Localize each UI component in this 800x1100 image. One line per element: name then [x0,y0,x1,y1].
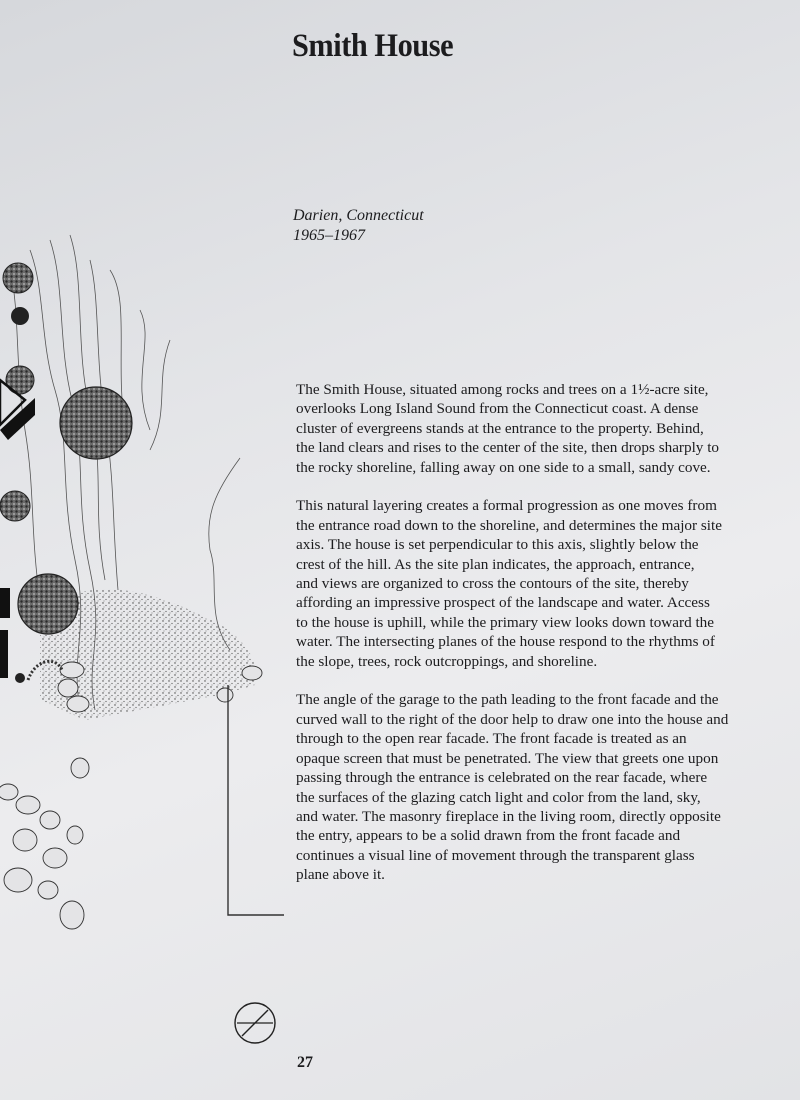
dates-text: 1965–1967 [293,227,365,244]
paragraph: This natural layering creates a formal progression as one moves from the entrance road down to the shoreline, and determines the major site axis. The house is set perpendicular to this axis, slightly below the crest of the hill. As the site plan indicates, the approach, entrance, and views are organized to cross the contours of the site, thereby affording an impressive prospect of the landscape and water. Access to the house is uphill, while the primary view looks down toward the water. The intersecting planes of the house respond to the rhythms of the slope, trees, rock outcroppings, and shoreline. [296,497,722,670]
tree-icon [18,574,78,634]
tree-icon [60,387,132,459]
paragraph: The Smith House, situated among rocks and trees on a 1½-acre site, overlooks Long Island Sound from the Connecticut coast. A dense cluster of evergreens stands at the entrance to the property. Behind, the land clears and rises to the center of the site, then drops sharply to the rocky shoreline, falling away on one side to a small, sandy cove. [296,381,720,476]
tree-icon [6,366,34,394]
north-arrow-icon [232,1000,278,1046]
site-plan-drawing [0,230,290,950]
project-meta [293,206,424,246]
page-number: 27 [297,1054,313,1071]
paragraph: The angle of the garage to the path leading to the front facade and the curved wall to the right of the door help to draw one into the house and through to the open rear facade. The front facade is treated as an opaque screen that must be penetrated. The view that greets one upon passing through the entrance is celebrated on the rear facade, where the surfaces of the glazing catch light and color from the land, sky, and water. The masonry fireplace in the living room, directly opposite the entry, appears to be a solid drawn from the front facade and continues a visual line of movement through the transparent glass plane above it. [296,691,729,884]
tree-icon [3,263,33,293]
property-line [228,685,284,915]
location-text: Darien, Connecticut [293,207,424,224]
page-title: Smith House [292,28,454,64]
tree-icon [11,307,29,325]
body-text [296,380,782,904]
tree-icon [0,491,30,521]
house-plan [0,380,35,678]
tree-icon [15,673,25,683]
